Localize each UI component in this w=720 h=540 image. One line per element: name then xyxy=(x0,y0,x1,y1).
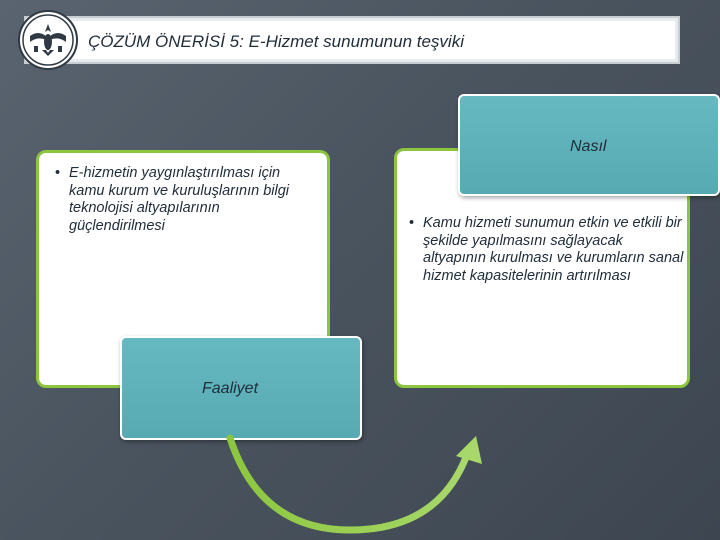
nasil-box xyxy=(458,94,720,196)
page-title: ÇÖZÜM ÖNERİSİ 5: E-Hizmet sunumunun teşviki xyxy=(88,32,464,51)
faaliyet-label: Faaliyet xyxy=(202,380,259,397)
title-banner xyxy=(24,16,680,64)
faaliyet-box xyxy=(120,336,362,440)
left-bullet-list xyxy=(55,165,315,235)
list-item: • Kamu hizmeti sunumun etkin ve etkili bir şekilde yapılmasını sağlayacak altyapının kurulması ve kurumların sanal hizmet kapasitelerinin artırılması xyxy=(409,215,687,285)
nasil-label: Nasıl xyxy=(570,138,607,155)
list-item: • E-hizmetin yaygınlaştırılması için kamu kurum ve kuruluşlarının bilgi teknolojisi altyapılarının güçlendirilmesi xyxy=(55,165,315,235)
right-bullet-list xyxy=(409,215,687,285)
university-emblem-icon xyxy=(18,10,78,70)
curved-arrow-icon xyxy=(220,430,490,536)
